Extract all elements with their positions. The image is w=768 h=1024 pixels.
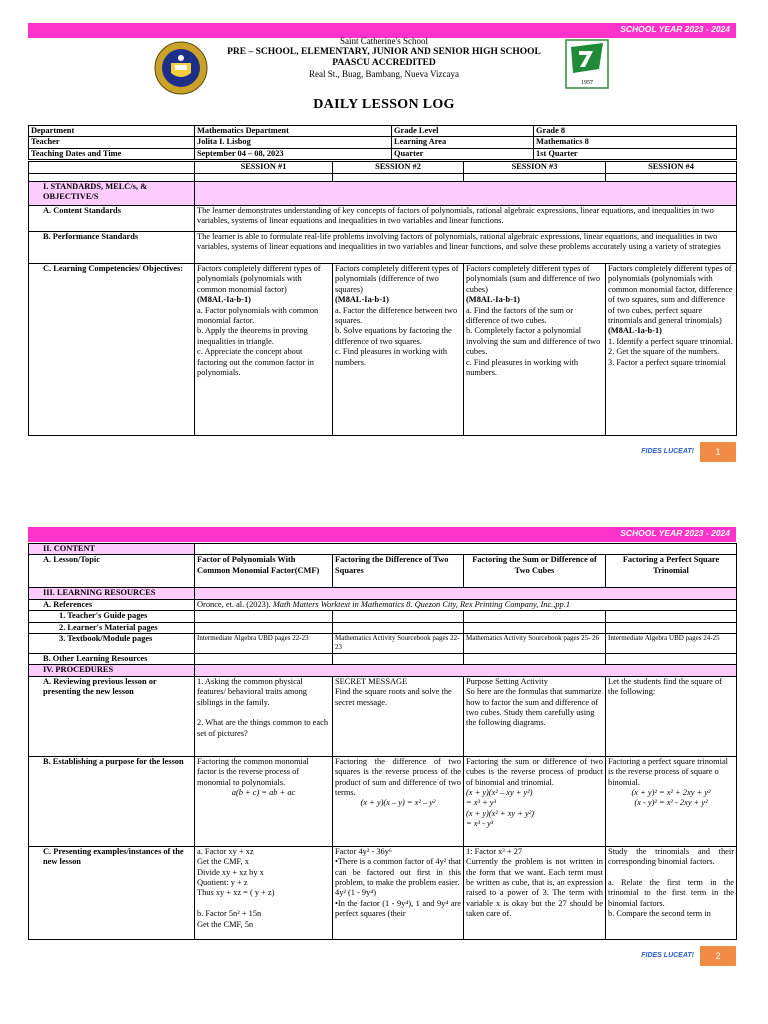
learning-resources-heading: III. LEARNING RESOURCES xyxy=(29,588,195,599)
school-header xyxy=(0,36,768,80)
review-session-1: 1. Asking the common physical features/ behavioral traits among siblings in the family. 2. What are the things common to each set of pictures? xyxy=(195,676,333,756)
lesson-log-table-page2 xyxy=(28,543,737,940)
page-number-1: 1 xyxy=(700,442,736,462)
quarter-value: 1st Quarter xyxy=(534,148,737,159)
examples-session-3: 1: Factor x³ + 27 Currently the problem is not written in the form that we want. Each term must be written as cube, that is, an expression raised to a power of 3. The term with variable x is okay but the 27 should be taken care of. xyxy=(464,846,606,939)
teacher-value: Jolita I. Lisbog xyxy=(195,137,392,148)
session-1-header: SESSION #1 xyxy=(195,162,333,174)
anniversary-logo xyxy=(565,39,609,89)
school-name: Saint Catherine's School xyxy=(339,36,429,46)
lesson-log-table-page1 xyxy=(28,125,737,160)
department-label: Department xyxy=(29,126,195,137)
grade-level-value: Grade 8 xyxy=(534,126,737,137)
examples-label: C. Presenting examples/instances of the new lesson xyxy=(29,846,195,939)
learning-competencies-label: C. Learning Competencies/ Objectives: xyxy=(29,264,195,436)
page1-footer xyxy=(536,442,736,462)
other-resources-label: B. Other Learning Resources xyxy=(29,654,195,665)
examples-session-2: Factor 4y² - 36y⁶ •There is a common factor of 4y² that can be factored out first in this problem, to make the problem easier. 4y² (1 - 9y⁴) •In the factor (1 - 9y⁴), 1 and 9y⁴ are perfect squares (their xyxy=(333,846,464,939)
review-session-3: Purpose Setting Activity So here are the formulas that summarize how to factor the sum and difference of two cubes. Study them carefully using the following diagrams. xyxy=(464,676,606,756)
page-number-2: 2 xyxy=(700,946,736,966)
topic-session-4: Factoring a Perfect Square Trinomial xyxy=(606,555,737,588)
purpose-session-4: Factoring a perfect square trinomial is the reverse process of square o binomial. (x + y)² = x² + 2xy + y² (x - y)² = x² - 2xy + y² xyxy=(606,756,737,846)
school-address: Real St., Buag, Bambang, Nueva Vizcaya xyxy=(308,69,459,79)
competency-session-2: Factors completely different types of polynomials (difference of two squares) (M8AL-Ia-b-1) a. Factor the difference between two squares. b. Solve equations by factoring the difference of two squares. c. Find pleasures in working with numbers. xyxy=(333,264,464,436)
lesson-topic-label: A. Lesson/Topic xyxy=(29,555,195,588)
purpose-session-1: Factoring the common monomial factor is the reverse process of monomial to polynomials. a(b + c) = ab + ac xyxy=(195,756,333,846)
learning-area-value: Mathematics 8 xyxy=(534,137,737,148)
topic-session-1: Factor of Polynomials With Common Monomial Factor(CMF) xyxy=(195,555,333,588)
procedures-heading: IV. PROCEDURES xyxy=(29,665,195,676)
topic-session-3: Factoring the Sum or Difference of Two Cubes xyxy=(464,555,606,588)
review-session-2: SECRET MESSAGE Find the square roots and solve the secret message. xyxy=(333,676,464,756)
competency-session-4: Factors completely different types of polynomials (polynomials with common monomial factor, difference of two squares, sum and difference of two cubes, perfect square trinomials and general trinomials) (M8AL-Ia-b-1) 1. Identify a perfect square trinomial. 2. Get the square of the numbers. 3. Factor a perfect square trinomial xyxy=(606,264,737,436)
teachers-guide-label: 1. Teacher's Guide pages xyxy=(29,611,195,622)
document-title: DAILY LESSON LOG xyxy=(313,97,455,112)
session-4-header: SESSION #4 xyxy=(606,162,737,174)
school-accreditation: PAASCU ACCREDITED xyxy=(332,58,436,68)
purpose-label: B. Establishing a purpose for the lesson xyxy=(29,756,195,846)
performance-standards-text: The learner is able to formulate real-life problems involving factors of polynomials, rational algebraic expressions, linear equations, and inequalities in two variables, systems of linear equations and inequalities in two variables and linear functions, and solve these problems accurately using a variety of strategies xyxy=(195,232,737,264)
topic-session-2: Factoring the Difference of Two Squares xyxy=(333,555,464,588)
session-2-header: SESSION #2 xyxy=(333,162,464,174)
references-text: Oronce, et. al. (2023). Math Matters Worktext in Mathematics 8. Quezon City, Rex Printing Company, Inc.,pp.1 xyxy=(195,599,737,610)
page2-footer xyxy=(536,946,736,966)
teaching-dates-value: September 04 – 08, 2023 xyxy=(195,148,392,159)
school-year-label: SCHOOL YEAR 2023 - 2024 xyxy=(620,24,730,34)
learners-material-label: 2. Learner's Material pages xyxy=(29,622,195,633)
purpose-session-3: Factoring the sum or difference of two cubes is the reverse process of product of binomial and trinomial. (x + y)(x² – xy + y²) = x³ + y³ (x + y)(x² + xy + y²) = x³ - y³ xyxy=(464,756,606,846)
review-session-4: Let the students find the square of the following: xyxy=(606,676,737,756)
textbook-session-2: Mathematics Activity Sourcebook pages 22-23 xyxy=(333,634,464,654)
grade-level-label: Grade Level xyxy=(392,126,534,137)
motto-page2: FIDES LUCEAT! xyxy=(641,952,694,959)
learning-area-label: Learning Area xyxy=(392,137,534,148)
textbook-module-label: 3. Textbook/Module pages xyxy=(29,634,195,654)
performance-standards-label: B. Performance Standards xyxy=(29,232,195,264)
examples-session-4: Study the trinomials and their corresponding binomial factors. a. Relate the first term in the trinomial to the first term in the binomial factors. b. Compare the second term in xyxy=(606,846,737,939)
department-value: Mathematics Department xyxy=(195,126,392,137)
school-year-band-page2 xyxy=(28,527,736,542)
teacher-label: Teacher xyxy=(29,137,195,148)
content-standards-text: The learner demonstrates understanding of key concepts of factors of polynomials, rational algebraic expressions, linear equations, and inequalities in two variables, systems of linear equations and inequalities in two variables and linear functions. xyxy=(195,206,737,232)
purpose-session-2: Factoring the difference of two squares is the reverse process of the product of sum and difference of two terms. (x + y)(x – y) = x² – y² xyxy=(333,756,464,846)
textbook-session-1: Intermediate Algebra UBD pages 22-23 xyxy=(195,634,333,654)
examples-session-1: a. Factor xy + xz Get the CMF, x Divide xy + xz by x Quotient: y + z Thus xy + xz = ( y + z) b. Factor 5n² + 15n Get the CMF, 5n xyxy=(195,846,333,939)
content-standards-label: A. Content Standards xyxy=(29,206,195,232)
motto: FIDES LUCEAT! xyxy=(641,448,694,455)
standards-section-heading: I. STANDARDS, MELC/s, & OBJECTIVE/S xyxy=(29,182,195,206)
textbook-session-4: Intermediate Algebra UBD pages 24-25 xyxy=(606,634,737,654)
textbook-session-3: Mathematics Activity Sourcebook pages 25- 26 xyxy=(464,634,606,654)
school-level: PRE – SCHOOL, ELEMENTARY, JUNIOR AND SENIOR HIGH SCHOOL xyxy=(227,47,541,57)
anniversary-year: 1957 xyxy=(581,80,593,86)
quarter-label: Quarter xyxy=(392,148,534,159)
session-3-header: SESSION #3 xyxy=(464,162,606,174)
school-year-label-page2: SCHOOL YEAR 2023 - 2024 xyxy=(620,528,730,538)
references-label: A. References xyxy=(29,599,195,610)
competency-session-1: Factors completely different types of polynomials (polynomials with common monomial factor) (M8AL-Ia-b-1) a. Factor polynomials with common monomial factor. b. Apply the theorems in proving inequalities in triangle. c. Appreciate the concept about factoring out the common factor in polynomials. xyxy=(195,264,333,436)
competency-session-3: Factors completely different types of polynomials (sum and difference of two cubes) (M8AL-Ia-b-1) a. Find the factors of the sum or difference of two cubes. b. Completely factor a polynomial involving the sum and difference of two cubes. c. Find pleasures in working with numbers. xyxy=(464,264,606,436)
teaching-dates-label: Teaching Dates and Time xyxy=(29,148,195,159)
content-section-heading: II. CONTENT xyxy=(29,544,195,555)
sessions-blank xyxy=(29,162,195,174)
reviewing-label: A. Reviewing previous lesson or presenting the new lesson xyxy=(29,676,195,756)
sessions-table-page1 xyxy=(28,161,737,436)
